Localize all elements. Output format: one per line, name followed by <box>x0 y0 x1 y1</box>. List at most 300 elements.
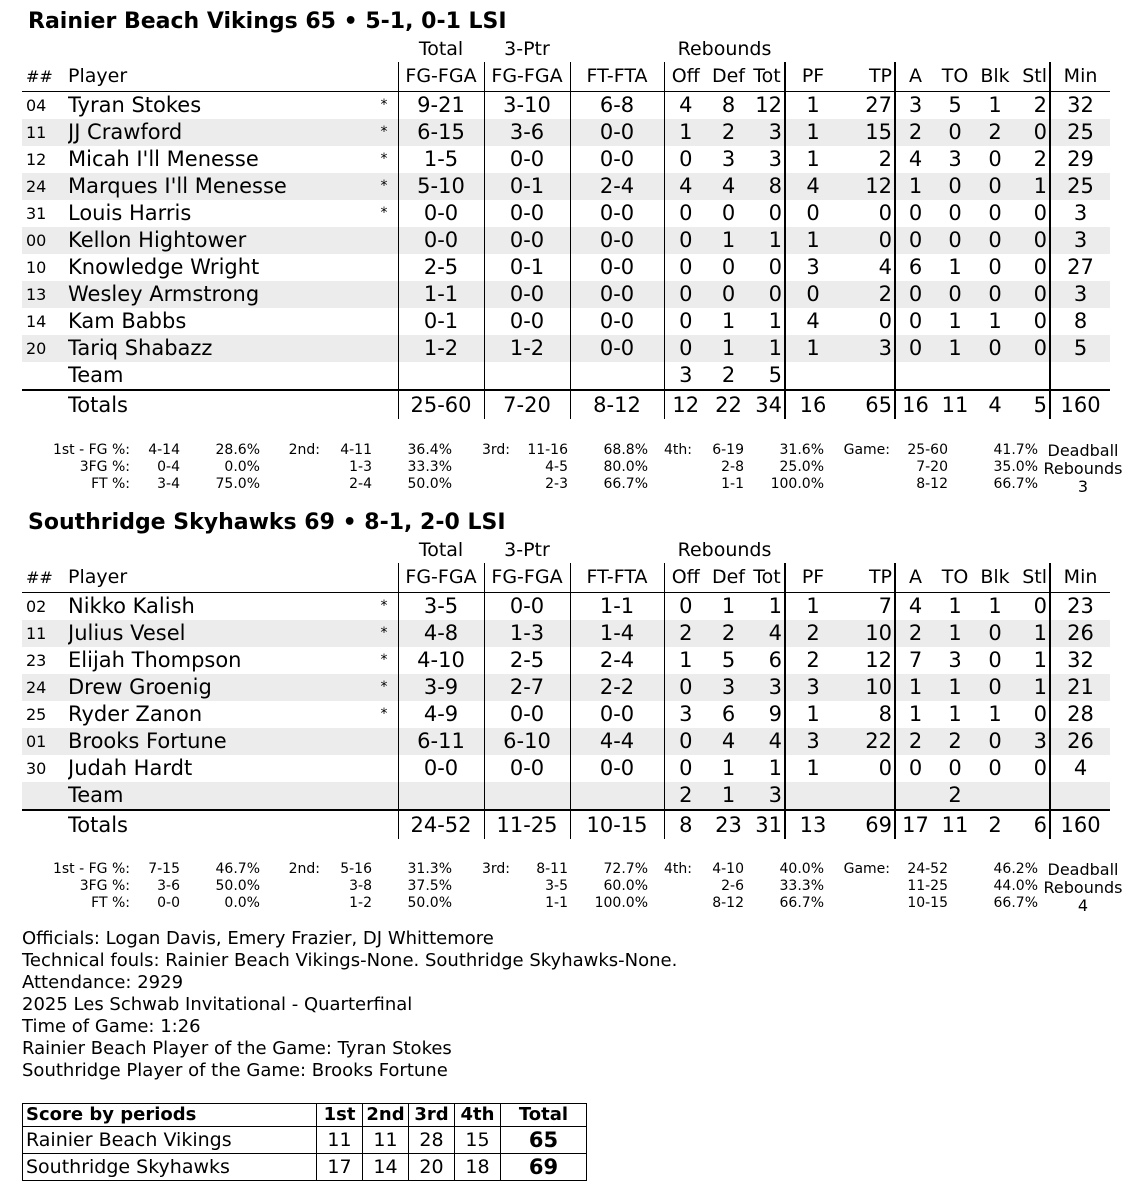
header-pf: PF <box>785 62 840 92</box>
player-number: 25 <box>26 705 47 724</box>
note-line: Officials: Logan Davis, Emery Frazier, DJ Whittemore <box>22 928 494 949</box>
player-number: 11 <box>22 119 68 146</box>
stat-percent: 46.2% <box>993 861 1038 877</box>
stat-made-attempted: 1-1 <box>721 476 744 492</box>
stat-made-attempted: 2-8 <box>721 459 744 475</box>
off-reb: 1 <box>664 647 707 674</box>
tp: 3 <box>840 335 895 362</box>
stat-made-attempted: 5-16 <box>340 861 372 877</box>
blocks: 1 <box>988 309 1002 333</box>
period-stat-line <box>840 861 1038 878</box>
stat-made-attempted: 6-19 <box>712 442 744 458</box>
period-stat-line <box>36 442 260 459</box>
blank <box>975 362 1015 390</box>
stat-made-attempted: 3-6 <box>157 878 180 894</box>
steals: 6 <box>1015 810 1050 839</box>
turnovers: 0 <box>935 173 975 200</box>
minutes: 8 <box>1073 309 1088 333</box>
blank <box>22 810 68 839</box>
pf: 1 <box>806 756 820 780</box>
fg3: 2-7 <box>484 674 570 701</box>
def-reb: 23 <box>707 810 750 839</box>
pf: 0 <box>785 281 840 308</box>
stat-percent: 40.0% <box>779 861 824 877</box>
stat-percent: 68.8% <box>603 442 648 458</box>
header-blank <box>935 537 975 563</box>
period-stat-line <box>656 459 824 476</box>
period-stat-line <box>280 442 452 459</box>
off-reb: 0 <box>664 308 707 335</box>
fg: 3-5 <box>398 593 484 621</box>
team-box-1 <box>22 8 1112 419</box>
assists: 6 <box>908 255 923 279</box>
starter-mark <box>368 335 398 362</box>
pf: 1 <box>785 119 840 146</box>
stat-made-attempted: 4-10 <box>712 861 744 877</box>
ft: 8-12 <box>570 390 664 419</box>
player-name: Elijah Thompson <box>68 648 242 672</box>
ft: 0-0 <box>570 119 664 146</box>
blank <box>570 362 664 390</box>
player-name: Julius Vesel <box>68 620 368 647</box>
period-5-stats <box>840 442 1038 493</box>
period-2-stats <box>280 442 452 493</box>
assists: 3 <box>908 93 923 117</box>
tp: 22 <box>840 728 895 755</box>
header-fg3: FG-FGA <box>484 62 570 92</box>
pf: 16 <box>785 390 840 419</box>
tp: 0 <box>840 227 895 254</box>
score-period-value: 11 <box>317 1127 363 1154</box>
player-number: 20 <box>22 335 68 362</box>
totals-label: Totals <box>68 390 368 419</box>
header-total: Total <box>418 539 464 561</box>
def-reb: 6 <box>721 702 736 726</box>
off-reb: 2 <box>664 620 707 647</box>
header-blank <box>570 537 664 563</box>
ft: 2-4 <box>570 647 664 674</box>
stat-made-attempted: 11-16 <box>527 442 568 458</box>
minutes: 25 <box>1050 173 1110 200</box>
off-reb: 0 <box>664 335 707 362</box>
stat-percent: 0.0% <box>224 459 260 475</box>
turnovers <box>935 362 975 390</box>
steals: 5 <box>1015 390 1050 419</box>
header-blank <box>1050 537 1110 563</box>
stat-made-attempted: 24-52 <box>907 861 948 877</box>
period-stat-line <box>470 476 648 493</box>
steals: 0 <box>1015 119 1050 146</box>
turnovers: 2 <box>935 782 975 810</box>
starter-mark <box>368 281 398 308</box>
steals: 1 <box>1015 674 1050 701</box>
starter-mark: * <box>380 652 388 668</box>
def-reb: 22 <box>707 390 750 419</box>
def-reb: 3 <box>721 147 736 171</box>
fg3: 0-0 <box>484 146 570 173</box>
fg3: 7-20 <box>484 390 570 419</box>
stat-made-attempted: 3-8 <box>349 878 372 894</box>
turnovers: 1 <box>935 620 975 647</box>
pf: 1 <box>806 93 820 117</box>
team-label: Team <box>68 782 368 810</box>
header-blank <box>1015 537 1050 563</box>
period-stat-line <box>840 459 1038 476</box>
stat-made-attempted: 10-15 <box>907 895 948 911</box>
player-number: 31 <box>26 204 47 223</box>
turnovers: 5 <box>948 93 962 117</box>
header-starter <box>368 62 398 92</box>
ft: 1-4 <box>570 620 664 647</box>
stat-percent: 100.0% <box>770 476 824 492</box>
score-row <box>23 1127 587 1154</box>
def-reb: 4 <box>707 173 750 200</box>
blank <box>368 362 398 390</box>
tot-reb: 12 <box>750 92 785 120</box>
fg3: 11-25 <box>484 810 570 839</box>
header-ft: FT-FTA <box>570 563 664 593</box>
blank <box>975 782 1015 810</box>
blocks: 1 <box>988 702 1002 726</box>
period-4-stats <box>656 442 824 493</box>
blank <box>1050 362 1110 390</box>
player-number: 01 <box>22 728 68 755</box>
blank <box>22 782 68 810</box>
stat-made-attempted: 0-4 <box>157 459 180 475</box>
table-row <box>22 308 1110 335</box>
turnovers: 1 <box>948 594 962 618</box>
stat-label: 3rd: <box>481 861 510 877</box>
period-stat-line <box>656 861 824 878</box>
stat-made-attempted: 3-5 <box>545 878 568 894</box>
steals: 0 <box>1015 227 1050 254</box>
blank <box>398 362 484 390</box>
stat-percent: 72.7% <box>603 861 648 877</box>
def-reb: 8 <box>721 93 736 117</box>
stat-percent: 66.7% <box>603 476 648 492</box>
off-reb: 0 <box>664 728 707 755</box>
turnovers: 0 <box>935 119 975 146</box>
tot-reb: 6 <box>750 647 785 674</box>
off-reb: 3 <box>664 701 707 728</box>
pf: 3 <box>785 728 840 755</box>
steals: 3 <box>1015 728 1050 755</box>
assists: 2 <box>895 119 935 146</box>
fg3: 0-0 <box>484 755 570 782</box>
table-row <box>22 593 1110 621</box>
stat-made-attempted: 4-11 <box>340 442 372 458</box>
table-row <box>22 647 1110 674</box>
fg: 0-0 <box>398 755 484 782</box>
assists: 2 <box>895 728 935 755</box>
ft: 10-15 <box>570 810 664 839</box>
fg: 6-15 <box>398 119 484 146</box>
stat-made-attempted: 8-12 <box>712 895 744 911</box>
def-reb: 0 <box>707 281 750 308</box>
turnovers: 11 <box>935 390 975 419</box>
def-reb: 1 <box>707 782 750 810</box>
blank <box>1015 782 1050 810</box>
stat-percent: 100.0% <box>594 895 648 911</box>
period-4-stats <box>656 861 824 912</box>
minutes: 32 <box>1067 648 1094 672</box>
stat-label: 4th: <box>664 442 692 458</box>
player-number: 14 <box>26 312 47 331</box>
tp: 0 <box>840 755 895 782</box>
deadball-rebounds <box>1038 442 1128 496</box>
player-name: Knowledge Wright <box>68 255 260 279</box>
starter-mark: * <box>368 173 398 200</box>
def-reb: 2 <box>707 119 750 146</box>
tot-reb: 3 <box>750 674 785 701</box>
stat-made-attempted: 1-3 <box>349 459 372 475</box>
minutes: 3 <box>1050 281 1110 308</box>
period-3-stats <box>470 861 648 912</box>
def-reb: 1 <box>707 335 750 362</box>
header-tp: TP <box>840 563 895 593</box>
header-blank <box>368 537 398 563</box>
player-name: Tyran Stokes <box>68 93 202 117</box>
player-name: Ryder Zanon <box>68 702 203 726</box>
stat-percent: 75.0% <box>215 476 260 492</box>
tp: 12 <box>840 647 895 674</box>
header-row <box>22 563 1110 593</box>
ft: 4-4 <box>570 728 664 755</box>
turnovers: 1 <box>935 335 975 362</box>
def-reb: 2 <box>707 620 750 647</box>
blocks: 0 <box>975 728 1015 755</box>
period-stat-line <box>470 895 648 912</box>
ft: 0-0 <box>570 281 664 308</box>
fg: 4-10 <box>398 647 484 674</box>
player-name: Judah Hardt <box>68 756 193 780</box>
table-row <box>22 119 1110 146</box>
period-1-stats <box>36 861 260 912</box>
header-off: Off <box>664 563 707 593</box>
period-stat-line <box>280 476 452 493</box>
team-box-2 <box>22 509 1112 839</box>
steals: 1 <box>1015 620 1050 647</box>
ft: 0-0 <box>570 308 664 335</box>
off-reb: 0 <box>664 200 707 227</box>
minutes: 3 <box>1050 227 1110 254</box>
period-stat-line <box>36 476 260 493</box>
period-stat-line <box>840 442 1038 459</box>
fg3: 0-0 <box>484 281 570 308</box>
period-stat-line <box>36 878 260 895</box>
blocks: 0 <box>988 255 1002 279</box>
stat-percent: 33.3% <box>779 878 824 894</box>
period-stat-line <box>656 878 824 895</box>
header-blank <box>570 36 664 62</box>
off-reb: 0 <box>664 254 707 281</box>
header-blank <box>895 537 935 563</box>
player-name: Kellon Hightower <box>68 227 368 254</box>
player-name: Micah I'll Menesse <box>68 147 259 171</box>
starter-mark: * <box>368 119 398 146</box>
assists: 7 <box>908 648 923 672</box>
player-name: JJ Crawford <box>68 119 368 146</box>
fg3: 0-0 <box>484 701 570 728</box>
note-line: Southridge Player of the Game: Brooks Fortune <box>22 1060 448 1081</box>
period-stat-line <box>470 878 648 895</box>
blocks: 1 <box>988 93 1002 117</box>
stat-percent: 31.6% <box>779 442 824 458</box>
table-row <box>22 728 1110 755</box>
off-reb: 4 <box>664 173 707 200</box>
assists: 0 <box>908 756 923 780</box>
assists: 1 <box>895 173 935 200</box>
tp: 4 <box>840 254 895 281</box>
player-number: 00 <box>22 227 68 254</box>
tot-reb: 1 <box>750 227 785 254</box>
stat-made-attempted: 7-15 <box>148 861 180 877</box>
def-reb: 1 <box>721 756 736 780</box>
header-stl: Stl <box>1015 563 1050 593</box>
score-header-cell: 1st <box>317 1104 363 1127</box>
blank <box>785 362 840 390</box>
stat-made-attempted: 8-11 <box>536 861 568 877</box>
blank <box>22 362 68 390</box>
header-blank <box>68 537 368 563</box>
header-3ptr: 3-Ptr <box>504 539 550 561</box>
minutes: 25 <box>1050 119 1110 146</box>
ft: 0-0 <box>570 200 664 227</box>
pf: 1 <box>806 594 820 618</box>
stat-made-attempted: 11-25 <box>907 878 948 894</box>
off-reb: 0 <box>664 281 707 308</box>
player-number: 23 <box>26 651 47 670</box>
header-row-group <box>22 537 1110 563</box>
turnovers: 1 <box>935 674 975 701</box>
fg: 1-5 <box>398 146 484 173</box>
assists: 4 <box>908 594 923 618</box>
period-5-stats <box>840 861 1038 912</box>
table-row <box>22 92 1110 120</box>
def-reb: 0 <box>721 255 736 279</box>
off-reb: 3 <box>664 362 707 390</box>
def-reb: 1 <box>707 227 750 254</box>
tp: 7 <box>840 593 895 621</box>
score-header-row <box>23 1104 587 1127</box>
blank <box>785 782 840 810</box>
player-number: 24 <box>22 674 68 701</box>
fg: 25-60 <box>398 390 484 419</box>
steals: 0 <box>1015 281 1050 308</box>
tot-reb: 0 <box>750 200 785 227</box>
deadball-label-2: Rebounds <box>1043 878 1123 897</box>
period-3-stats <box>470 442 648 493</box>
period-stat-line <box>656 442 824 459</box>
team-row <box>22 782 1110 810</box>
note-line: 2025 Les Schwab Invitational - Quarterfinal <box>22 994 413 1015</box>
player-name: Drew Groenig <box>68 674 368 701</box>
steals: 0 <box>1015 254 1050 281</box>
off-reb: 8 <box>664 810 707 839</box>
steals: 0 <box>1015 200 1050 227</box>
stat-percent: 50.0% <box>407 476 452 492</box>
fg: 9-21 <box>398 92 484 120</box>
score-period-value: 11 <box>363 1127 409 1154</box>
starter-mark: * <box>368 674 398 701</box>
minutes: 160 <box>1050 810 1110 839</box>
blank <box>22 390 68 419</box>
deadball-value: 3 <box>1077 477 1089 496</box>
off-reb: 0 <box>664 227 707 254</box>
header-blank <box>785 36 840 62</box>
pf: 2 <box>785 620 840 647</box>
minutes: 32 <box>1067 93 1094 117</box>
period-stat-line <box>840 895 1038 912</box>
blank <box>368 782 398 810</box>
header-blk: Blk <box>975 563 1015 593</box>
blocks: 0 <box>988 648 1002 672</box>
header-blk: Blk <box>975 62 1015 92</box>
assists: 0 <box>895 335 935 362</box>
header-blank <box>368 36 398 62</box>
stat-label: Game: <box>843 861 890 877</box>
starter-mark: * <box>380 706 388 722</box>
fg3: 2-5 <box>484 647 570 674</box>
steals: 1 <box>1015 647 1050 674</box>
player-name: Kam Babbs <box>68 309 187 333</box>
header-total: Total <box>418 38 464 60</box>
turnovers: 1 <box>948 309 962 333</box>
pf: 2 <box>806 648 820 672</box>
header-player: Player <box>68 62 368 92</box>
blocks: 2 <box>975 119 1015 146</box>
stat-percent: 37.5% <box>407 878 452 894</box>
stat-label: 4th: <box>664 861 692 877</box>
header-fg3: FG-FGA <box>484 563 570 593</box>
blank <box>368 810 398 839</box>
off-reb: 1 <box>664 119 707 146</box>
player-number: 11 <box>22 620 68 647</box>
tot-reb: 34 <box>750 390 785 419</box>
box-score-table <box>22 537 1110 839</box>
totals-label: Totals <box>68 810 368 839</box>
header-pf: PF <box>785 563 840 593</box>
stat-label: 3rd: <box>481 442 510 458</box>
score-header-cell: 2nd <box>363 1104 409 1127</box>
header-player: Player <box>68 563 368 593</box>
period-stat-line <box>656 895 824 912</box>
minutes: 21 <box>1050 674 1110 701</box>
assists: 17 <box>895 810 935 839</box>
player-number: 30 <box>26 759 47 778</box>
off-reb: 0 <box>664 755 707 782</box>
header-tot: Tot <box>750 563 785 593</box>
starter-mark <box>368 227 398 254</box>
minutes: 28 <box>1067 702 1094 726</box>
blocks: 2 <box>975 810 1015 839</box>
team-row <box>22 362 1110 390</box>
minutes: 160 <box>1050 390 1110 419</box>
header-ft: FT-FTA <box>570 62 664 92</box>
header-num: ## <box>22 563 68 593</box>
def-reb: 1 <box>721 309 736 333</box>
table-row <box>22 281 1110 308</box>
score-by-periods <box>22 1103 587 1181</box>
blank <box>840 362 895 390</box>
header-tp: TP <box>840 62 895 92</box>
header-to: TO <box>935 563 975 593</box>
tp: 27 <box>840 92 895 120</box>
minutes: 26 <box>1050 620 1110 647</box>
header-3ptr: 3-Ptr <box>504 38 550 60</box>
blocks: 0 <box>988 756 1002 780</box>
fg: 5-10 <box>398 173 484 200</box>
